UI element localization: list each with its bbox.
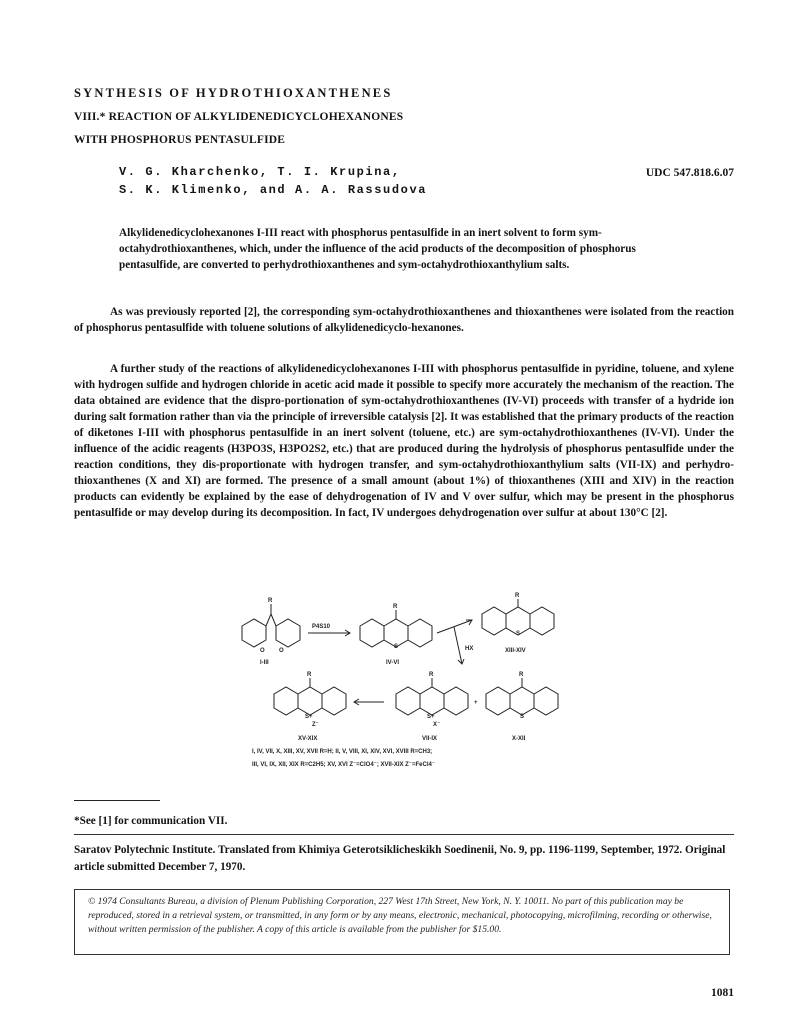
s-label: S (516, 631, 521, 637)
paragraph-2 (74, 361, 734, 521)
authors-line2: S. K. Klimenko, and A. A. Rassudova (119, 183, 428, 197)
series-title: SYNTHESIS OF HYDROTHIOXANTHENES (74, 86, 393, 100)
paragraph-2-text: A further study of the reactions of alkylidenedicyclohexanones I-III with phosphorus pentasulfide in pyridine, toluene, and xylene with hydrogen sulfide and hydrogen chloride in acetic acid made it possible to specify more accurately the mechanism of the reaction. The data obtained are evidence that the dispro-portionation of sym-octahydrothioxanthenes (IV-VI) proceeds with transfer of a hydride ion during salt formation rather than via the principle of irreversible catalysis [2]. It was established that the primary products of the reaction of diketones I-III with phosphorus pentasulfide in an inert solvent (toluene, etc.) are sym-octahydrothioxanthenes (IV-VI). Under the influence of the acidic reagents (H3PO3S, H3PO2S2, etc.) that are produced during the hydrolysis of phosphorus pentasulfide under the reaction conditions, they dis-proportionate with hydrogen transfer, and sym-octahydrothioxanthylium salts (VII-IX) and perhydro-thioxanthenes (X and XI) are formed. The presence of a small amount (about 1%) of thioxanthenes (XIII and XIV) in the reaction products can evidently be explained by the ease of dehydrogenation of IV and V over sulfur, which may be present in the phosphorus pentasulfide or may develop during its decomposition. In fact, IV undergoes dehydrogenation over sulfur at about 130°C [2]. (74, 363, 734, 519)
r-label: R (393, 604, 398, 610)
r-label: R (519, 672, 524, 678)
scheme-legend-line2: III, VI, IX, XII, XIX R=C2H5; XV, XVI Z⁻=ClO4⁻; XVII-XIX Z⁻=FeCl4⁻ (252, 762, 436, 768)
reaction-scheme (232, 590, 592, 790)
z-minus-label: Z⁻ (312, 722, 319, 728)
reagent-hx: HX (465, 646, 474, 652)
udc-code: UDC 547.818.6.07 (645, 167, 734, 179)
ring (510, 687, 534, 715)
abstract: Alkylidenedicyclohexanones I-III react with phosphorus pentasulfide in an inert solvent to form sym-octahydrothioxanthenes, which, under the influence of the acid products of the decomposition of phosphorus pentasulfide, are converted to perhydrothioxanthenes and sym-octahydrothioxanthylium salts. (119, 227, 636, 271)
affiliation-note: Saratov Polytechnic Institute. Translated from Khimiya Geterotsiklicheskikh Soedinenii, No. 9, pp. 1196-1199, September, 1972. Original article submitted December 7, 1970. (74, 844, 726, 873)
compound-label-xiii-xiv: XIII-XIV (505, 648, 526, 654)
paragraph-1-text: As was previously reported [2], the corresponding sym-octahydrothioxanthenes and thioxanthenes were isolated from the reaction of phosphorus pentasulfide with toluene solutions of alkylidenedicyclo-hexanones. (74, 306, 734, 334)
reagent-p4s10: P4S10 (312, 624, 331, 630)
compound-label-iv-vi: IV-VI (386, 660, 400, 666)
footnote: *See [1] for communication VII. (74, 815, 228, 827)
ring (322, 687, 346, 715)
ring (242, 619, 266, 647)
s-plus-label: S+ (305, 714, 313, 720)
ring (298, 687, 322, 715)
ring (276, 619, 300, 647)
compound-label-xv-xix: XV-XIX (298, 736, 318, 742)
s-label: S (520, 714, 525, 720)
authors-line1: V. G. Kharchenko, T. I. Krupina, (119, 165, 401, 179)
divider (74, 834, 734, 835)
ring (396, 687, 420, 715)
o-label: O (279, 648, 284, 654)
footnote-rule (74, 800, 160, 801)
r-label: R (307, 672, 312, 678)
s-plus-label: S+ (427, 714, 435, 720)
ring (486, 687, 510, 715)
article-title-line1: VIII.* REACTION OF ALKYLIDENEDICYCLOHEXANONES (74, 111, 404, 123)
plus-sign: + (474, 700, 478, 706)
x-minus-label: X⁻ (433, 722, 441, 728)
ring (384, 619, 408, 647)
ring (534, 687, 558, 715)
ring (274, 687, 298, 715)
compound-label-vii-ix: VII-IX (422, 736, 438, 742)
compound-label-x-xii: X-XII (512, 736, 526, 742)
page-number: 1081 (711, 987, 734, 999)
r-label: R (268, 598, 273, 604)
ring (482, 607, 506, 635)
compound-label-i-iii: I-III (260, 660, 269, 666)
r-label: R (429, 672, 434, 678)
ring (530, 607, 554, 635)
scheme-legend-line1: I, IV, VII, X, XIII, XV, XVII R=H; II, V, VIII, XI, XIV, XVI, XVIII R=CH3; (252, 749, 433, 755)
o-label: O (260, 648, 265, 654)
ring (420, 687, 444, 715)
r-label: R (515, 593, 520, 599)
s-label: S (394, 644, 399, 650)
ring (444, 687, 468, 715)
paragraph-1 (74, 304, 734, 336)
ring (408, 619, 432, 647)
ring (360, 619, 384, 647)
copyright-notice: © 1974 Consultants Bureau, a division of Plenum Publishing Corporation, 227 West 17th Street, New York, N. Y. 10011. No part of this publication may be reproduced, stored in a retrieval system, or transmitted, in any form or by any means, electronic, mechanical, photocopying, microfilming, recording or otherwise, without written permission of the publisher. A copy of this article is available from the publisher for $15.00. (88, 896, 712, 935)
article-title-line2: WITH PHOSPHORUS PENTASULFIDE (74, 134, 286, 146)
